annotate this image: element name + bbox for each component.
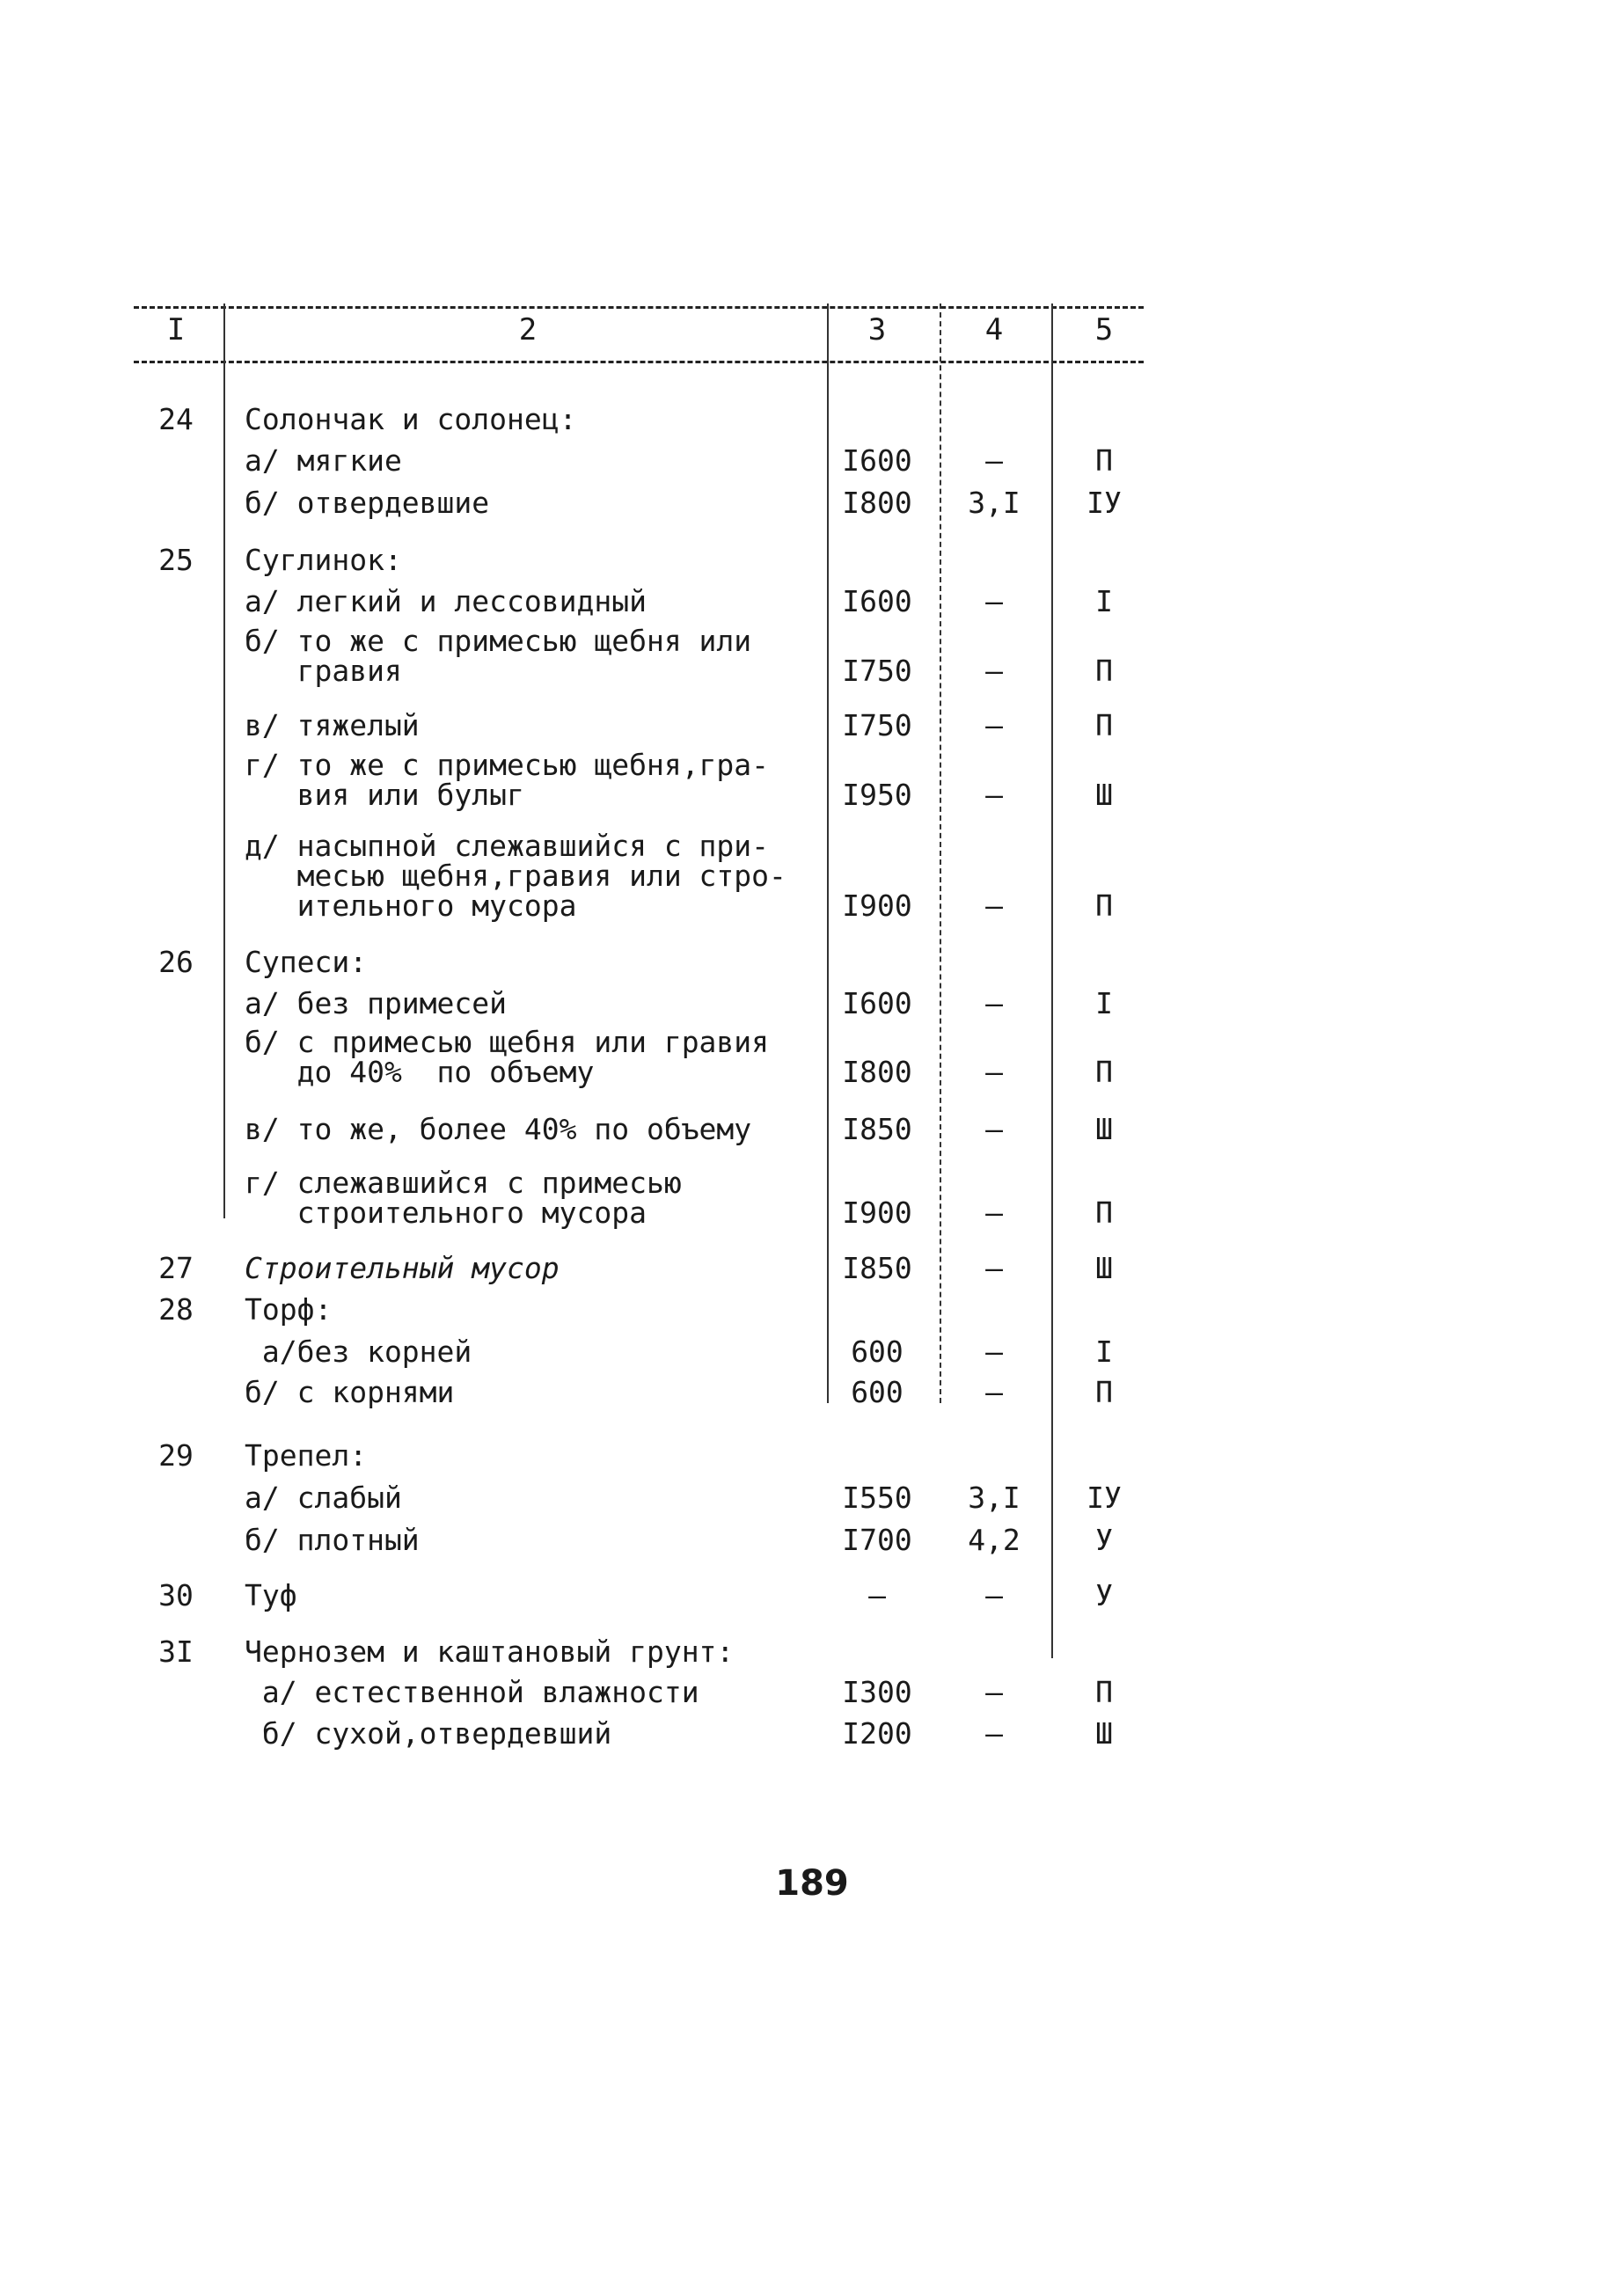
- material-name: а/ мягкие: [245, 443, 402, 478]
- coefficient-value: –: [985, 888, 1003, 923]
- category-value: П: [1095, 1675, 1113, 1709]
- row-number: 24: [158, 402, 194, 436]
- row-number: 26: [158, 945, 194, 979]
- category-value: П: [1095, 1375, 1113, 1409]
- density-value: I900: [842, 888, 912, 923]
- density-value: –: [868, 1578, 886, 1612]
- density-value: I800: [842, 1055, 912, 1089]
- material-name: Туф: [245, 1578, 297, 1612]
- coefficient-value: –: [985, 1578, 1003, 1612]
- header-col-3: 3: [867, 312, 887, 347]
- coefficient-value: 3,I: [968, 486, 1020, 520]
- material-name: Торф:: [245, 1292, 333, 1327]
- density-value: I600: [842, 584, 912, 618]
- coefficient-value: –: [985, 1334, 1003, 1369]
- material-name: Чернозем и каштановый грунт:: [245, 1634, 735, 1669]
- coefficient-value: –: [985, 1675, 1003, 1709]
- row-number: 30: [158, 1578, 194, 1612]
- coefficient-value: –: [985, 1055, 1003, 1089]
- coefficient-value: –: [985, 654, 1003, 688]
- header-col-1: I: [166, 312, 186, 347]
- material-name: в/ то же, более 40% по объему: [245, 1112, 752, 1146]
- material-name: Трепел:: [245, 1438, 368, 1473]
- coefficient-value: –: [985, 443, 1003, 478]
- category-value: П: [1095, 1055, 1113, 1089]
- material-name: б/ сухой,отвердевший: [245, 1716, 612, 1751]
- row-number: 3I: [158, 1634, 194, 1669]
- material-name: а/без корней: [245, 1334, 472, 1369]
- material-name: Супеси:: [245, 945, 368, 979]
- density-value: I900: [842, 1195, 912, 1230]
- density-value: I750: [842, 654, 912, 688]
- coefficient-value: 3,I: [968, 1481, 1020, 1515]
- coefficient-value: –: [985, 1716, 1003, 1751]
- material-name: д/ насыпной слежавшийся с при- месью щебня,гравия или стро- ительного мусора: [245, 829, 786, 923]
- category-value: П: [1095, 654, 1113, 688]
- coefficient-value: –: [985, 708, 1003, 742]
- coefficient-value: –: [985, 584, 1003, 618]
- density-value: I550: [842, 1481, 912, 1515]
- category-value: IУ: [1086, 1481, 1122, 1515]
- material-name: Суглинок:: [245, 543, 402, 577]
- category-value: Ш: [1095, 1251, 1113, 1285]
- density-value: I750: [842, 708, 912, 742]
- density-value: I850: [842, 1251, 912, 1285]
- category-value: I: [1095, 584, 1113, 618]
- category-value: У: [1095, 1578, 1113, 1612]
- row-number: 25: [158, 543, 194, 577]
- row-number: 28: [158, 1292, 194, 1327]
- material-name: б/ то же с примесью щебня или гравия: [245, 624, 752, 688]
- density-value: I300: [842, 1675, 912, 1709]
- category-value: П: [1095, 888, 1113, 923]
- category-value: П: [1095, 708, 1113, 742]
- material-name: б/ с примесью щебня или гравия до 40% по объему: [245, 1025, 770, 1089]
- density-value: I700: [842, 1523, 912, 1557]
- category-value: У: [1095, 1523, 1113, 1557]
- row-number: 27: [158, 1251, 194, 1285]
- coefficient-value: –: [985, 986, 1003, 1020]
- material-name: а/ легкий и лессовидный: [245, 584, 647, 618]
- density-value: I800: [842, 486, 912, 520]
- category-value: П: [1095, 1195, 1113, 1230]
- header-col-2: 2: [518, 312, 538, 347]
- material-name: б/ с корнями: [245, 1375, 455, 1409]
- material-name: а/ слабый: [245, 1481, 402, 1515]
- category-value: Ш: [1095, 778, 1113, 812]
- coefficient-value: –: [985, 1112, 1003, 1146]
- header-col-5: 5: [1094, 312, 1114, 347]
- category-value: I: [1095, 986, 1113, 1020]
- coefficient-value: –: [985, 1375, 1003, 1409]
- coefficient-value: –: [985, 1195, 1003, 1230]
- material-name: г/ слежавшийся с примесью строительного мусора: [245, 1166, 682, 1230]
- category-value: П: [1095, 443, 1113, 478]
- category-value: Ш: [1095, 1112, 1113, 1146]
- category-value: I: [1095, 1334, 1113, 1369]
- material-name: а/ без примесей: [245, 986, 508, 1020]
- material-name: г/ то же с примесью щебня,гра- вия или булыг: [245, 748, 770, 812]
- coefficient-value: 4,2: [968, 1523, 1020, 1557]
- coefficient-value: –: [985, 778, 1003, 812]
- density-value: I200: [842, 1716, 912, 1751]
- density-value: 600: [851, 1334, 903, 1369]
- material-name: Строительный мусор: [245, 1251, 560, 1285]
- density-value: I600: [842, 443, 912, 478]
- density-value: I600: [842, 986, 912, 1020]
- material-name: б/ отвердевшие: [245, 486, 490, 520]
- coefficient-value: –: [985, 1251, 1003, 1285]
- density-value: I850: [842, 1112, 912, 1146]
- page-number: 189: [775, 1863, 849, 1904]
- category-value: IУ: [1086, 486, 1122, 520]
- density-value: 600: [851, 1375, 903, 1409]
- category-value: Ш: [1095, 1716, 1113, 1751]
- material-name: а/ естественной влажности: [245, 1675, 699, 1709]
- material-name: Солончак и солонец:: [245, 402, 577, 436]
- row-number: 29: [158, 1438, 194, 1473]
- material-name: в/ тяжелый: [245, 708, 420, 742]
- header-col-4: 4: [984, 312, 1004, 347]
- density-value: I950: [842, 778, 912, 812]
- material-name: б/ плотный: [245, 1523, 420, 1557]
